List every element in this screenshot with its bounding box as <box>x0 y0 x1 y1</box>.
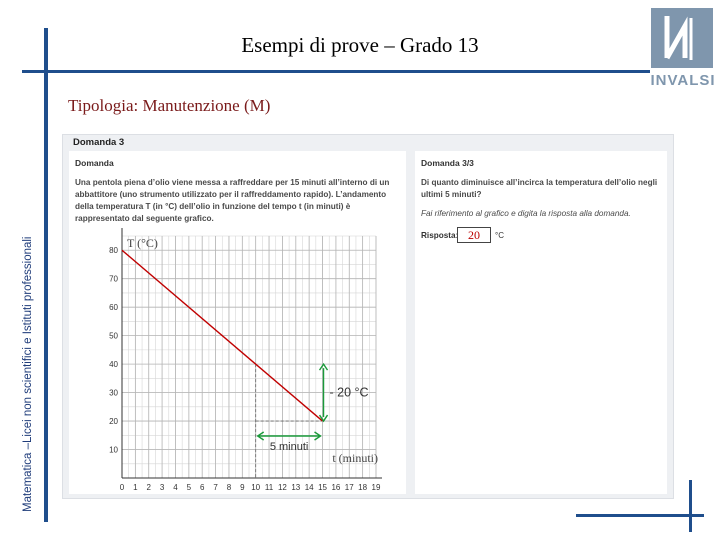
x-tick-label: 2 <box>146 483 151 492</box>
answer-instruction: Fai riferimento al grafico e digita la risposta alla domanda. <box>421 209 631 218</box>
x-tick-label: 15 <box>318 483 327 492</box>
y-tick-label: 40 <box>109 360 118 370</box>
answer-panel-title: Domanda 3/3 <box>421 158 474 168</box>
answer-label: Risposta: <box>421 231 459 240</box>
x-tick-label: 9 <box>240 483 245 492</box>
delta-temp-label: - 20 °C <box>329 385 369 400</box>
x-axis-label: t (minuti) <box>332 451 378 465</box>
delta-time-label: 5 minuti <box>269 441 309 453</box>
y-tick-label: 10 <box>109 445 118 455</box>
x-tick-label: 19 <box>371 483 381 492</box>
x-tick-label: 14 <box>304 483 314 492</box>
slide-subtitle: Tipologia: Manutenzione (M) <box>68 96 271 115</box>
logo-wordmark: INVALSI <box>650 72 716 89</box>
answer-input[interactable]: 20 <box>457 227 491 243</box>
side-caption: Matematica –Licei non scientifici e Istituti professionali <box>22 236 34 512</box>
x-tick-label: 4 <box>173 483 178 492</box>
x-tick-label: 7 <box>213 483 218 492</box>
x-tick-label: 16 <box>331 483 341 492</box>
y-tick-label: 20 <box>109 417 118 427</box>
x-tick-label: 17 <box>344 483 354 492</box>
question-title: Domanda <box>75 158 114 168</box>
y-tick-label: 50 <box>109 331 118 341</box>
x-tick-label: 0 <box>119 483 125 492</box>
question-prompt: Di quanto diminuisce all’incirca la temperatura dell’olio negli ultimi 5 minuti? <box>421 178 658 199</box>
x-tick-label: 10 <box>251 483 261 492</box>
y-tick-label: 30 <box>109 388 118 398</box>
x-tick-label: 3 <box>159 483 165 492</box>
x-tick-label: 13 <box>291 483 301 492</box>
question-text: Una pentola piena d’olio viene messa a raffreddare per 15 minuti all’interno di un abbattitore (uno strumento utilizzato per il raffreddamento rapido). L’andamento della temperatura T (in °C) dell’olio in funzione del tempo t (in minuti) è rappresentato dal seguente grafico. <box>75 178 390 223</box>
y-tick-label: 60 <box>109 303 118 313</box>
x-tick-label: 5 <box>186 483 192 492</box>
x-tick-label: 1 <box>133 483 138 492</box>
answer-unit: °C <box>495 231 504 240</box>
x-tick-label: 8 <box>226 483 232 492</box>
card-header: Domanda 3 <box>73 137 125 148</box>
slide-title: Esempi di prove – Grado 13 <box>241 33 479 57</box>
y-axis-label: T (°C) <box>127 236 158 250</box>
y-tick-label: 70 <box>109 274 118 284</box>
y-tick-label: 80 <box>109 246 118 256</box>
x-tick-label: 12 <box>277 483 287 492</box>
x-tick-label: 11 <box>264 483 274 492</box>
x-tick-label: 6 <box>199 483 205 492</box>
x-tick-label: 18 <box>358 483 368 492</box>
